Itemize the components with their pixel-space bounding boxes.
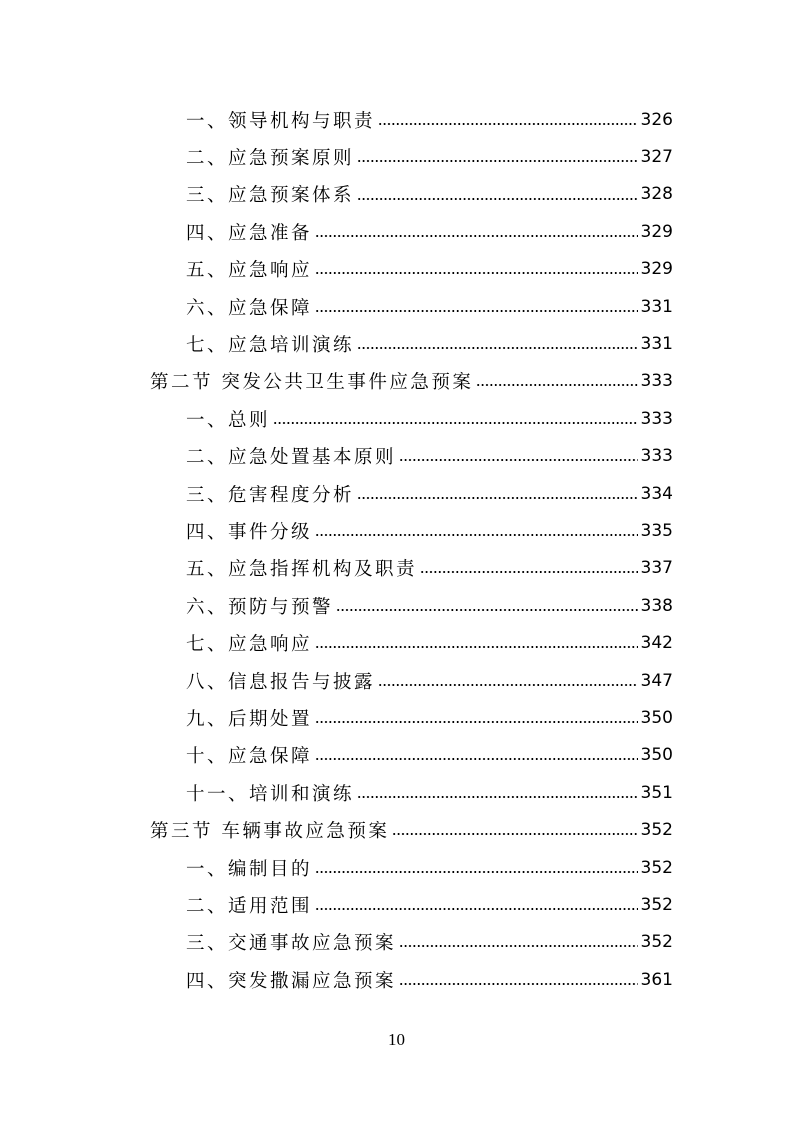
toc-entry[interactable] <box>0 886 793 923</box>
toc-entry[interactable] <box>0 849 793 886</box>
dot-leader <box>476 372 637 391</box>
toc-entry-title: 四、应急准备 <box>186 222 313 244</box>
toc-entry-page: 352 <box>640 857 673 878</box>
toc-entry-page: 351 <box>640 782 673 803</box>
dot-leader <box>399 933 638 952</box>
toc-entry[interactable] <box>0 587 793 624</box>
toc-entry-page: 333 <box>640 371 673 392</box>
toc-entry[interactable] <box>0 774 793 811</box>
toc-entry-title: 二、适用范围 <box>186 895 313 917</box>
dot-leader <box>420 559 638 578</box>
dot-leader <box>315 634 638 653</box>
toc-entry-page: 328 <box>640 184 673 205</box>
toc-entry[interactable] <box>0 662 793 699</box>
toc-entry-page: 347 <box>640 670 673 691</box>
toc-entry[interactable] <box>0 400 793 437</box>
toc-entry-title: 一、总则 <box>186 409 271 431</box>
dot-leader <box>315 709 638 728</box>
toc-entry-title: 三、危害程度分析 <box>186 484 355 506</box>
toc-entry-title: 六、应急保障 <box>186 297 313 319</box>
toc-entry-page: 335 <box>640 520 673 541</box>
toc-entry-page: 331 <box>640 296 673 317</box>
toc-entry-title: 十、应急保障 <box>186 746 313 768</box>
toc-entry-page: 326 <box>640 109 673 130</box>
dot-leader <box>315 746 638 765</box>
toc-entry[interactable] <box>0 138 793 175</box>
toc-entry-title: 八、信息报告与披露 <box>186 671 376 693</box>
toc-entry-page: 329 <box>640 221 673 242</box>
dot-leader <box>315 297 638 316</box>
toc-entry[interactable] <box>0 961 793 998</box>
toc-entry-title: 三、交通事故应急预案 <box>186 933 397 955</box>
toc-entry-page: 333 <box>640 446 673 467</box>
toc-entry[interactable] <box>0 475 793 512</box>
toc-entry-page: 329 <box>640 259 673 280</box>
toc-entry-title: 二、应急预案原则 <box>186 148 355 170</box>
toc-entry-title: 一、编制目的 <box>186 858 313 880</box>
toc-entry-title: 三、应急预案体系 <box>186 185 355 207</box>
toc-entry-title: 四、突发撒漏应急预案 <box>186 970 397 992</box>
dot-leader <box>357 185 638 204</box>
toc-entry-title: 二、应急处置基本原则 <box>186 447 397 469</box>
toc-entry-title: 十一、培训和演练 <box>186 783 355 805</box>
toc-section-entry[interactable] <box>0 811 793 848</box>
toc-entry[interactable] <box>0 624 793 661</box>
dot-leader <box>357 783 638 802</box>
toc-entry-page: 338 <box>640 595 673 616</box>
dot-leader <box>392 821 637 840</box>
dot-leader <box>315 522 638 541</box>
toc-entry-page: 342 <box>640 633 673 654</box>
toc-entry[interactable] <box>0 176 793 213</box>
dot-leader <box>357 484 638 503</box>
toc-entry[interactable] <box>0 924 793 961</box>
toc-entry-page: 331 <box>640 334 673 355</box>
dot-leader <box>357 335 638 354</box>
dot-leader <box>273 410 638 429</box>
toc-entry[interactable] <box>0 438 793 475</box>
toc-entry-page: 327 <box>640 147 673 168</box>
dot-leader <box>357 148 638 167</box>
toc-entry[interactable] <box>0 101 793 138</box>
toc-entry-page: 352 <box>640 820 673 841</box>
toc-entry[interactable] <box>0 288 793 325</box>
toc-entry-title: 第三节 车辆事故应急预案 <box>150 821 390 843</box>
toc-entry-title: 五、应急指挥机构及职责 <box>186 559 418 581</box>
dot-leader <box>399 447 638 466</box>
toc-entry[interactable] <box>0 213 793 250</box>
table-of-contents <box>0 101 793 998</box>
toc-entry-page: 352 <box>640 932 673 953</box>
toc-entry-title: 六、预防与预警 <box>186 596 334 618</box>
toc-entry[interactable] <box>0 512 793 549</box>
toc-entry[interactable] <box>0 325 793 362</box>
toc-entry-page: 334 <box>640 483 673 504</box>
toc-entry-page: 333 <box>640 408 673 429</box>
toc-entry-page: 350 <box>640 707 673 728</box>
toc-entry-title: 第二节 突发公共卫生事件应急预案 <box>150 372 474 394</box>
dot-leader <box>315 223 638 242</box>
toc-entry-title: 一、领导机构与职责 <box>186 110 376 132</box>
toc-entry-page: 352 <box>640 894 673 915</box>
page-number: 10 <box>388 1030 405 1049</box>
dot-leader <box>378 110 638 129</box>
toc-entry-title: 七、应急响应 <box>186 634 313 656</box>
toc-entry[interactable] <box>0 550 793 587</box>
toc-entry-page: 350 <box>640 745 673 766</box>
toc-entry[interactable] <box>0 737 793 774</box>
toc-entry[interactable] <box>0 251 793 288</box>
toc-entry-title: 五、应急响应 <box>186 260 313 282</box>
toc-entry[interactable] <box>0 699 793 736</box>
toc-entry-title: 七、应急培训演练 <box>186 335 355 357</box>
dot-leader <box>399 970 638 989</box>
dot-leader <box>378 671 638 690</box>
toc-section-entry[interactable] <box>0 363 793 400</box>
dot-leader <box>315 858 638 877</box>
toc-entry-page: 361 <box>640 969 673 990</box>
toc-entry-title: 四、事件分级 <box>186 521 313 543</box>
toc-entry-page: 337 <box>640 558 673 579</box>
dot-leader <box>336 597 638 616</box>
dot-leader <box>315 896 638 915</box>
dot-leader <box>315 260 638 279</box>
toc-entry-title: 九、后期处置 <box>186 708 313 730</box>
